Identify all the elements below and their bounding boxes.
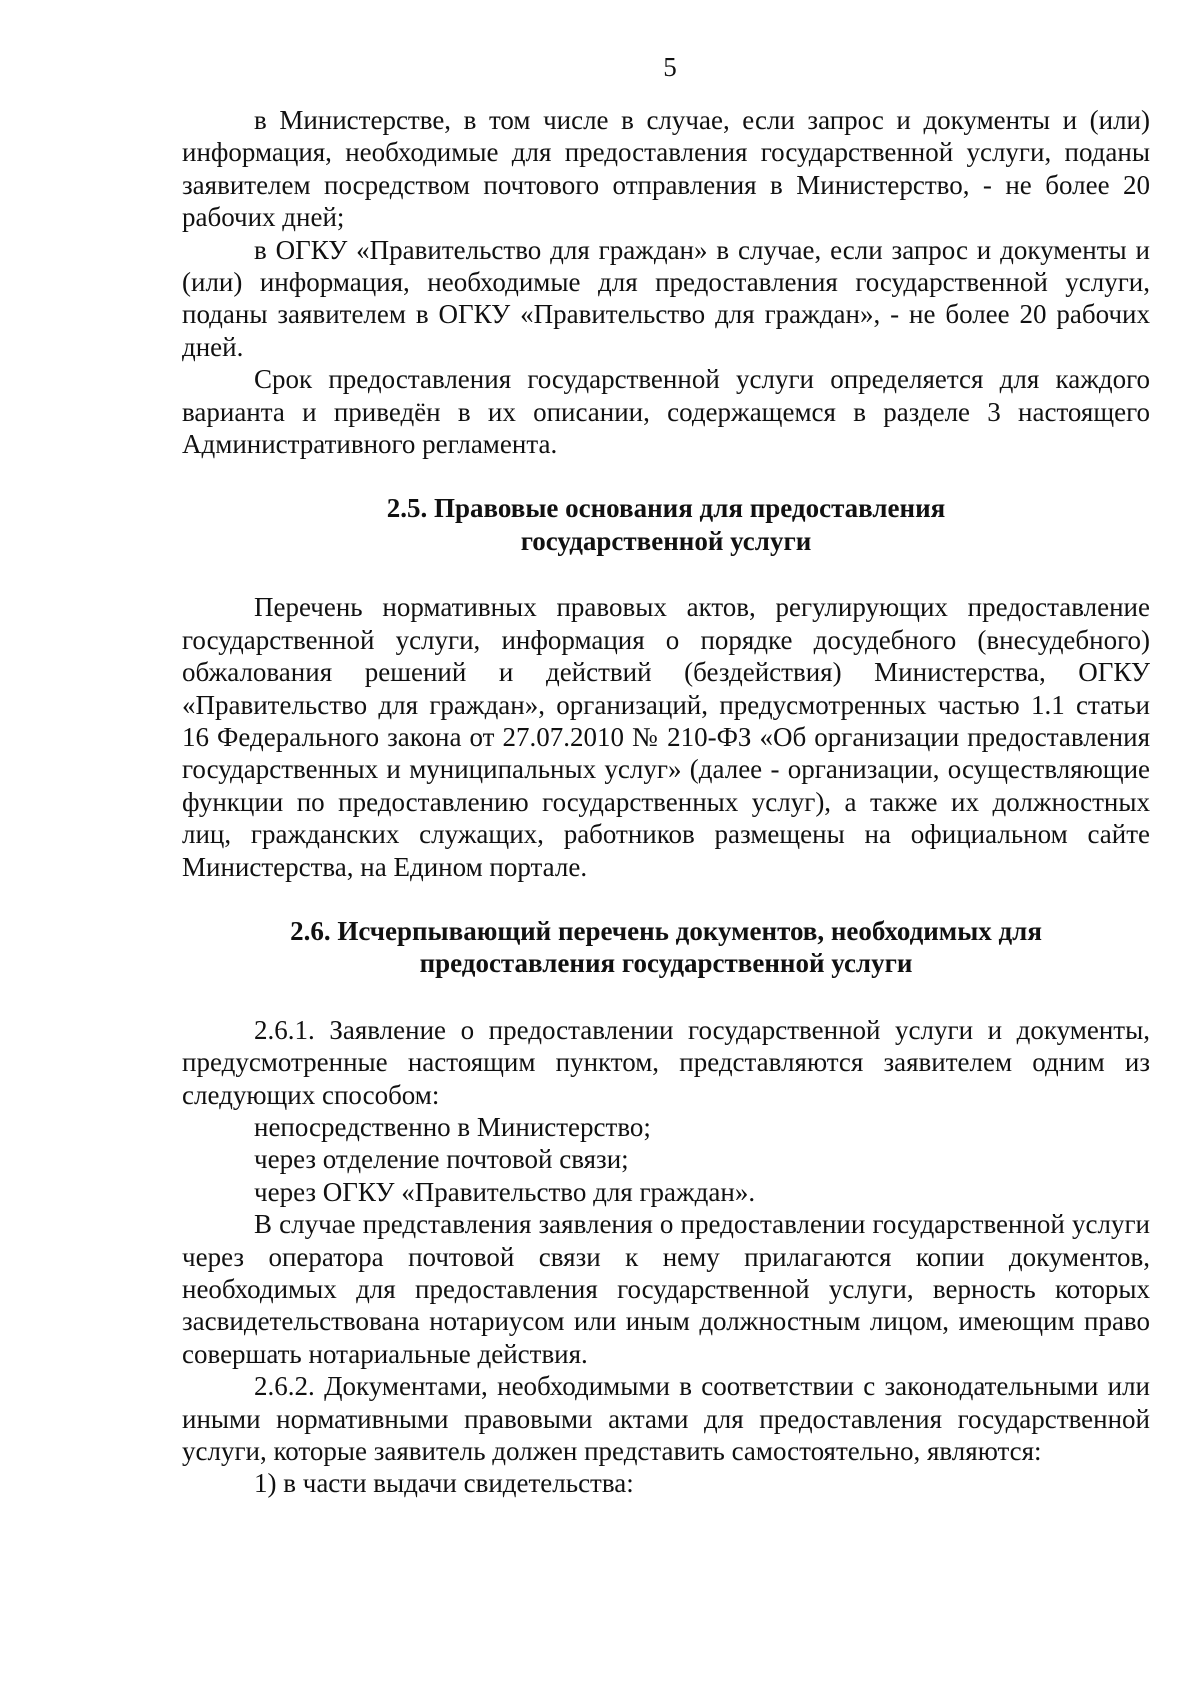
section-2-5-heading [182,492,1150,557]
section-2-6-heading-line2: предоставления государственной услуги [419,948,913,979]
paragraph-deadline-ogku: в ОГКУ «Правительство для граждан» в случае, если запрос и документы и (или) информация, необходимые для предоставления государственной услуги, поданы заявителем в ОГКУ «Правительство для граждан», - не более 20 рабочих дней. [182,234,1150,362]
list-item-post: через отделение почтовой связи; [254,1144,629,1175]
document-body [182,104,1150,1500]
paragraph-deadline-ministry: в Министерстве, в том числе в случае, если запрос и документы и (или) информация, необходимые для предоставления государственной услуги, поданы заявителем посредством почтового отправления в Министерство, - не более 20 рабочих дней; [182,105,1150,233]
page-number: 5 [663,52,677,82]
section-2-5-heading-line1: 2.5. Правовые основания для предоставления [386,493,946,524]
paragraph-deadline-variants: Срок предоставления государственной услуги определяется для каждого варианта и приведён в их описании, содержащемся в разделе 3 настоящего Административного регламента. [182,364,1150,460]
paragraph-2-6-1: 2.6.1. Заявление о предоставлении государственной услуги и документы, предусмотренные настоящим пунктом, представляются заявителем одним из следующих способом: [182,1014,1150,1110]
list-item-ministry: непосредственно в Министерство; [254,1111,651,1142]
list-item-certificate: 1) в части выдачи свидетельства: [254,1468,634,1499]
list-item-ogku: через ОГКУ «Правительство для граждан». [254,1176,756,1207]
section-2-6-heading [182,915,1150,980]
section-2-5-heading-line2: государственной услуги [520,525,812,556]
section-2-6-heading-line1: 2.6. Исчерпывающий перечень документов, необходимых для [290,915,1042,946]
paragraph-2-6-2: 2.6.2. Документами, необходимыми в соответствии с законодательными или иными нормативными правовыми актами для предоставления государственной услуги, которые заявитель должен представить самостоятельно, являются: [182,1371,1150,1467]
paragraph-postal-copies: В случае представления заявления о предоставлении государственной услуги через оператора почтовой связи к нему прилагаются копии документов, необходимых для предоставления государственной услуги, верность которых засвидетельствована нотариусом или иным должностным лицом, имеющим право совершать нотариальные действия. [182,1209,1150,1369]
section-2-5-paragraph: Перечень нормативных правовых актов, регулирующих предоставление государственной услуги, информация о порядке досудебного (внесудебного) обжалования решений и действий (бездействия) Министерства, ОГКУ «Правительство для граждан», организаций, предусмотренных частью 1.1 статьи 16 Федерального закона от 27.07.2010 № 210-ФЗ «Об организации предоставления государственных и муниципальных услуг» (далее - организации, осуществляющие функции по предоставлению государственных услуг), а также их должностных лиц, гражданских служащих, работников размещены на официальном сайте Министерства, на Едином портале. [182,592,1150,882]
